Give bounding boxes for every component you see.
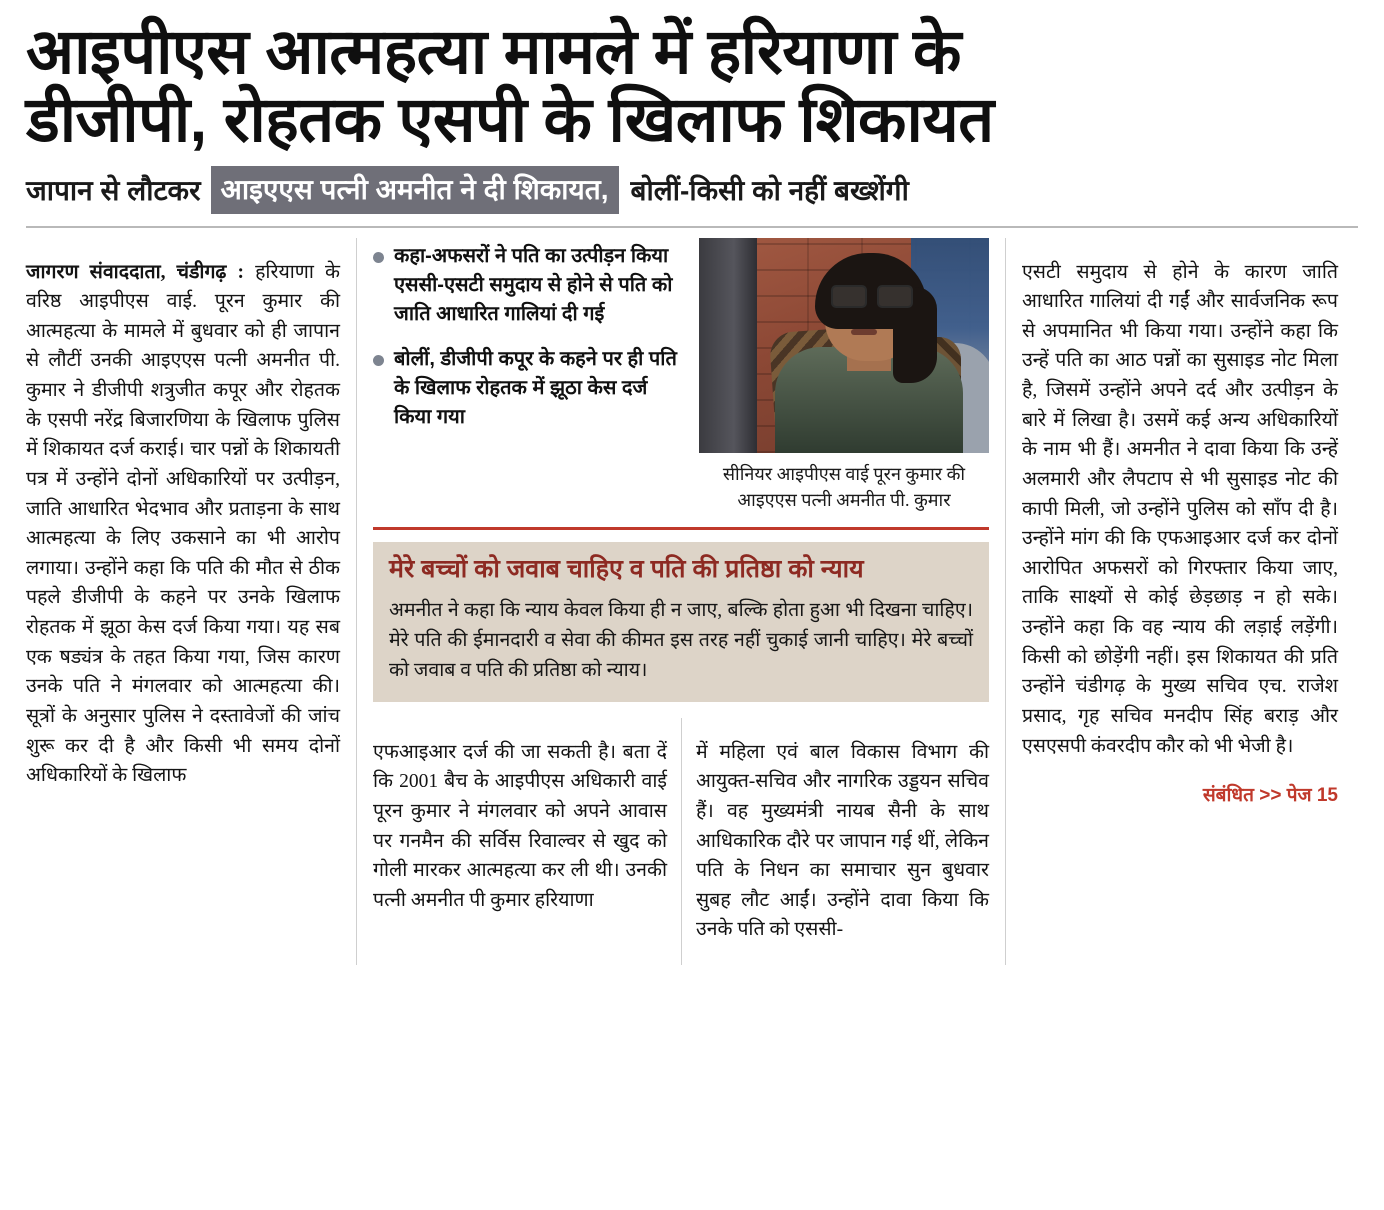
- subheadline-after: बोलीं-किसी को नहीं बख्शेंगी: [630, 175, 909, 207]
- bullet-dot-icon: [373, 252, 384, 263]
- column-right: [1006, 238, 1338, 964]
- article-photo: [699, 238, 989, 453]
- bullet-dot-icon: [373, 355, 384, 366]
- headline-line-2: डीजीपी, रोहतक एसपी के खिलाफ शिकायत: [26, 85, 994, 156]
- subheadline: [26, 166, 1358, 214]
- middle-column-a-text: एफआइआर दर्ज की जा सकती है। बता दें कि 2001 बैच के आइपीएस अधिकारी वाई पूरन कुमार ने मंगलवार को अपने आवास पर गनमैन की सर्विस रिवाल्वर से खुद को गोली मारकर आत्महत्या कर ली थी। उनकी पत्नी अमनीत पी कुमार हरियाणा: [373, 741, 667, 911]
- right-column-text: एसटी समुदाय से होने के कारण जाति आधारित गालियां दी गईं और सार्वजनिक रूप से अपमानित भी किया गया। उन्होंने कहा कि उन्हें पति का आठ पन्नों का सुसाइड नोट मिला है, जिसमें उन्होंने अपने दर्द और उत्पीड़न के बारे में लिखा है। उसमें कई अन्य अधिकारियों के नाम भी हैं। अमनीत ने दावा किया कि उन्हें अलमारी और लैपटाप से भी सुसाइड नोट की कापी मिली, जो उन्होंने पुलिस को साँप दी है। उन्होंने मांग की कि एफआइआर दर्ज कर दोनों आरोपित अफसरों को गिरफ्तार किया जाए, ताकि साक्ष्यों से कोई छेड़छाड़ न हो सके। उन्होंने कहा कि वह न्याय की लड़ाई लड़ेंगी। किसी को छोड़ेंगी नहीं। इस शिकायत की प्रति उन्होंने चंडीगढ़ के मुख्य सचिव एच. राजेश प्रसाद, गृह सचिव मनदीप सिंह बराड़ और एसएसपी कंवरदीप कौर को भी भेजी है।: [1022, 261, 1338, 757]
- photo-caption: सीनियर आइपीएस वाई पूरन कुमार की आइएएस पत्नी अमनीत पी. कुमार: [722, 464, 966, 511]
- list-item: [373, 345, 685, 432]
- bullet-list: [373, 238, 685, 513]
- photo-doorframe: [699, 238, 757, 453]
- column-left: [26, 238, 356, 964]
- article-body: [26, 238, 1358, 964]
- photo-block: [699, 238, 989, 513]
- subheadline-before: जापान से लौटकर: [26, 175, 201, 207]
- subheadline-highlight: आइएएस पत्नी अमनीत ने दी शिकायत,: [211, 166, 619, 214]
- highlight-box-body: अमनीत ने कहा कि न्याय केवल किया ही न जाए, बल्कि होता हुआ भी दिखना चाहिए। मेरे पति की ईमानदारी व सेवा की कीमत इस तरह नहीं चुकाई जानी चाहिए। मेरे बच्चों को जवाब व पति की प्रतिष्ठा को न्याय।: [389, 599, 973, 681]
- bullets-and-photo: [373, 238, 989, 513]
- column-middle-b: [681, 718, 989, 964]
- section-divider: [373, 527, 989, 530]
- headline-line-1: आइपीएस आत्महत्या मामले में हरियाणा के: [26, 17, 961, 87]
- photo-mouth: [851, 329, 877, 335]
- photo-subject: [773, 257, 963, 453]
- header-divider: [26, 226, 1358, 228]
- highlight-box-title: मेरे बच्चों को जवाब चाहिए व पति की प्रतिष्ठा को न्याय: [389, 555, 864, 584]
- bullet-text: बोलीं, डीजीपी कपूर के कहने पर ही पति के खिलाफ रोहतक में झूठा केस दर्ज किया गया: [394, 348, 677, 429]
- middle-column-b-text: में महिला एवं बाल विकास विभाग की आयुक्त-सचिव और नागरिक उड्डयन सचिव हैं। वह मुख्यमंत्री नायब सैनी के साथ आधिकारिक दौरे पर जापान गई थीं, लेकिन पति के निधन का समाचार सुन बुधवार सुबह लौट आईं। उन्होंने दावा किया कि उनके पति को एससी-: [696, 741, 989, 941]
- newspaper-page: [0, 18, 1384, 1210]
- jump-line[interactable]: संबंधित >> पेज 15: [1202, 784, 1338, 806]
- glasses-icon: [831, 285, 913, 305]
- column-middle-a: [373, 718, 681, 964]
- left-column-text: हरियाणा के वरिष्ठ आइपीएस वाई. पूरन कुमार की आत्महत्या के मामले में बुधवार को ही जापान से लौटीं उनकी आइएएस पत्नी अमनीत पी. कुमार ने डीजीपी शत्रुजीत कपूर और रोहतक के एसपी नरेंद्र बिजारणिया के खिलाफ पुलिस में शिकायत दर्ज कराई। चार पन्नों के शिकायती पत्र में उन्होंने दोनों अधिकारियों पर उत्पीड़न, जाति आधारित भेदभाव और प्रताड़ना के साथ आत्महत्या के लिए उकसाने का भी आरोप लगाया। उन्होंने कहा कि पति की मौत से ठीक पहले डीजीपी के कहने पर उनके खिलाफ रोहतक में झूठा केस दर्ज किया गया। यह सब एक षड्यंत्र के तहत किया गया, जिस कारण उनके पति ने मंगलवार को आत्महत्या की। सूत्रों के अनुसार पुलिस ने दस्तावेजों की जांच शुरू कर दी है और किसी भी समय दोनों अधिकारियों के खिलाफ: [26, 261, 341, 787]
- page-title: [26, 18, 1358, 154]
- bullet-text: कहा-अफसरों ने पति का उत्पीड़न किया एससी-एसटी समुदाय से होने से पति को जाति आधारित गालियां दी गई: [394, 245, 673, 326]
- dateline: जागरण संवाददाता, चंडीगढ़ :: [26, 261, 244, 283]
- column-middle: [356, 238, 1006, 964]
- lead-paragraph: [26, 258, 340, 791]
- list-item: [373, 242, 685, 329]
- middle-bottom-columns: [373, 718, 989, 964]
- highlight-box: [373, 542, 989, 702]
